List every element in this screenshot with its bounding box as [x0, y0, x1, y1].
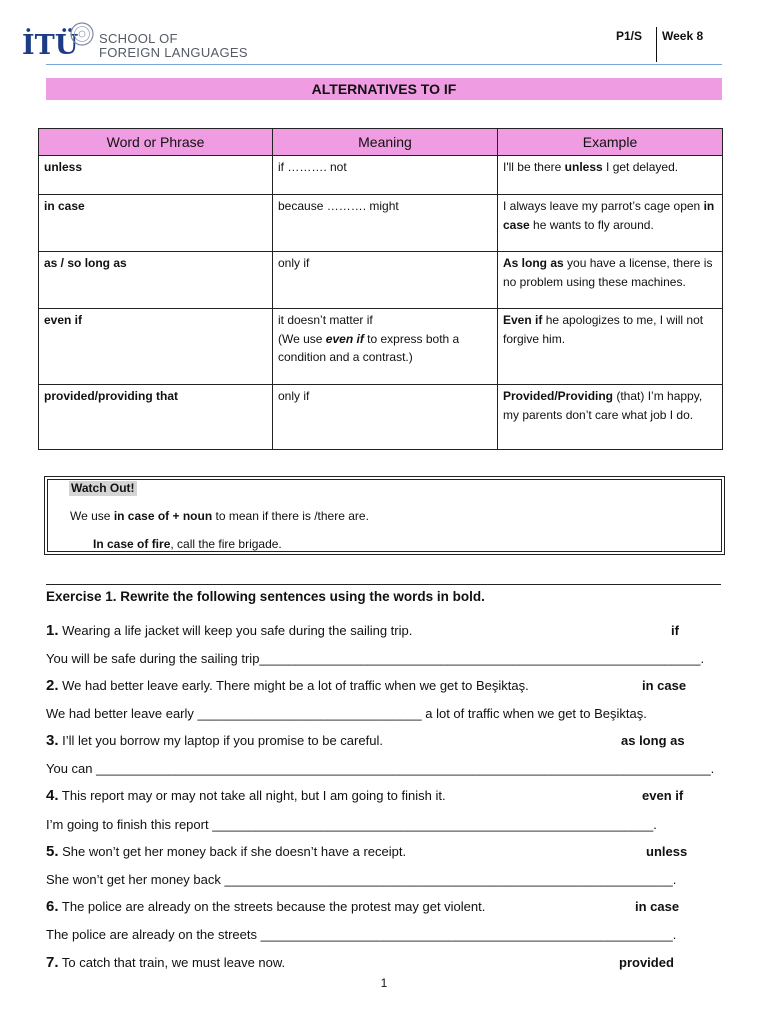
page-number: 1 — [380, 976, 388, 990]
rule-keyword: in case of + noun — [113, 509, 213, 523]
school-name-line2: FOREIGN LANGUAGES — [99, 45, 248, 60]
example-keyword: In case of fire — [93, 537, 171, 551]
example-text: I'll be there — [503, 160, 565, 174]
week-label: Week 8 — [662, 29, 704, 43]
question-number: 5. — [46, 843, 59, 860]
itu-logo: İTÜ — [22, 30, 79, 61]
example-keyword: unless — [564, 160, 603, 174]
example-cell — [498, 195, 723, 252]
example-text: , call the fire brigade. — [170, 537, 282, 551]
meaning-cell: only if — [273, 385, 498, 450]
level-label: P1/S — [616, 29, 643, 43]
phrase-cell: unless — [39, 156, 273, 195]
table-row — [39, 385, 723, 450]
example-keyword: Even if — [503, 313, 543, 327]
page-title: ALTERNATIVES TO IF — [46, 78, 722, 100]
exercise-question — [46, 787, 446, 804]
table-row — [39, 309, 723, 385]
school-name — [99, 32, 248, 60]
question-number: 2. — [46, 677, 59, 694]
question-keyword: provided — [619, 955, 674, 970]
question-text: This report may or may not take all night, but I am going to finish it. — [58, 788, 446, 803]
example-cell — [498, 156, 723, 195]
answer-line[interactable]: I’m going to finish this report _____________________________________________________________. — [46, 817, 657, 832]
university-seal-icon — [70, 22, 94, 46]
exercise-question — [46, 898, 485, 915]
exercise-question — [46, 954, 285, 971]
question-number: 6. — [46, 898, 59, 915]
answer-line[interactable]: You will be safe during the sailing trip_____________________________________________________________. — [46, 651, 705, 666]
question-text: Wearing a life jacket will keep you safe during the sailing trip. — [58, 623, 413, 638]
question-keyword: as long as — [621, 733, 685, 748]
rule-text: We use — [70, 509, 114, 523]
answer-line[interactable]: We had better leave early _______________________________ a lot of traffic when we get to Beşiktaş. — [46, 706, 647, 721]
meaning-cell: only if — [273, 252, 498, 309]
phrase-cell: even if — [39, 309, 273, 385]
example-cell — [498, 385, 723, 450]
example-text: I always leave my parrot’s cage open — [503, 199, 704, 213]
table-row — [39, 156, 723, 195]
section-rule — [46, 584, 721, 585]
column-header-example: Example — [498, 129, 723, 156]
example-text: I get delayed. — [602, 160, 679, 174]
question-number: 3. — [46, 732, 59, 749]
header-rule — [46, 64, 722, 65]
question-number: 1. — [46, 622, 59, 639]
column-header-meaning: Meaning — [273, 129, 498, 156]
phrase-cell: provided/providing that — [39, 385, 273, 450]
question-keyword: in case — [642, 678, 687, 693]
school-name-line1: SCHOOL OF — [99, 31, 178, 46]
question-text: The police are already on the streets because the protest may get violent. — [58, 899, 486, 914]
meaning-cell: because ………. might — [273, 195, 498, 252]
exercise-question — [46, 622, 412, 639]
question-text: She won’t get her money back if she doesn’t have a receipt. — [58, 844, 407, 859]
watch-out-rule — [70, 509, 369, 523]
table-row — [39, 195, 723, 252]
exercise-question — [46, 843, 406, 860]
question-text: I’ll let you borrow my laptop if you promise to be careful. — [58, 733, 383, 748]
watch-out-example — [93, 537, 282, 551]
meaning-cell: if ………. not — [273, 156, 498, 195]
exercise-heading: Exercise 1. Rewrite the following sentences using the words in bold. — [46, 589, 485, 604]
exercise-question — [46, 677, 529, 694]
phrase-cell: as / so long as — [39, 252, 273, 309]
example-text: you have a license, there is no problem using these machines. — [503, 256, 713, 289]
question-number: 7. — [46, 954, 59, 971]
question-keyword: even if — [642, 788, 684, 803]
question-text: To catch that train, we must leave now. — [58, 955, 286, 970]
header-divider — [656, 27, 657, 62]
column-header-phrase: Word or Phrase — [39, 129, 273, 156]
meaning-text: it doesn’t matter if — [278, 313, 373, 327]
example-text: he apologizes to me, I will not forgive him. — [503, 313, 704, 346]
answer-line[interactable]: You can _____________________________________________________________________________________. — [46, 761, 715, 776]
question-text: We had better leave early. There might be a lot of traffic when we get to Beşiktaş. — [58, 678, 529, 693]
question-number: 4. — [46, 787, 59, 804]
example-text: he wants to fly around. — [529, 217, 654, 232]
example-text: (that) I’m happy, my parents don’t care what job I do. — [503, 389, 703, 422]
phrase-cell: in case — [39, 195, 273, 252]
question-keyword: if — [671, 623, 679, 638]
example-cell — [498, 252, 723, 309]
answer-line[interactable]: The police are already on the streets _________________________________________________________. — [46, 927, 677, 942]
exercise-question — [46, 732, 383, 749]
watch-out-title: Watch Out! — [71, 481, 135, 495]
table-header-row — [39, 129, 723, 156]
rule-text: to mean if there is /there are. — [212, 509, 369, 523]
answer-line[interactable]: She won’t get her money back ______________________________________________________________. — [46, 872, 677, 887]
example-keyword: As long as — [503, 256, 564, 270]
note-emphasis: even if — [325, 331, 364, 346]
example-cell — [498, 309, 723, 385]
table-row — [39, 252, 723, 309]
question-keyword: unless — [646, 844, 688, 859]
example-keyword: Provided/Providing — [503, 389, 614, 403]
example-keyword: in case — [503, 199, 715, 232]
alternatives-table — [38, 128, 723, 450]
meaning-note: (We use even if to express both a condition and a contrast.) — [278, 331, 460, 364]
question-keyword: in case — [635, 899, 680, 914]
meaning-cell — [273, 309, 498, 385]
